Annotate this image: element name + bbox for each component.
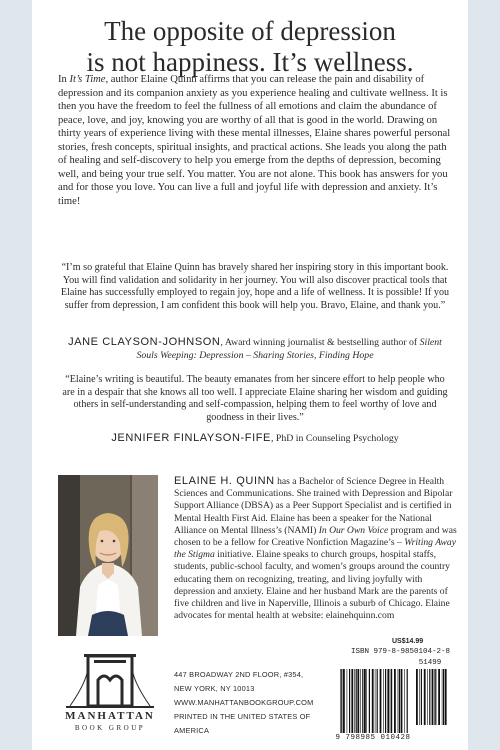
publisher-address [174, 668, 344, 738]
address-line-2: NEW YORK, NY 10013 [174, 684, 255, 693]
intro-text: , author Elaine Quinn affirms that you can release the pain and disability of depression and its companion anxiety as you experience healing and cultivate wellness. It is then you have the freedom to feel the fullness of all emotions and claim the abundance of peace, love, and joy, knowing you are worthy of all that is good in the world. Drawing on thirty years of experience living with these mental illnesses, Elaine shares powerful personal stories, fresh concepts, spiritual insights, and practical actions. She leads you along the path of healing and self-discovery to help you emerge from the depths of depression, becoming well, and being your true self. You matter. You are not alone. This book has answers for you and for those you love. You can live a full and joyful life with depression and anxiety. It’s time! [58, 74, 451, 207]
headline-line-2: is not happiness. It’s wellness. [86, 47, 414, 77]
publisher-logo [60, 652, 160, 742]
bio-initiative-title: Writing Away the Stigma [174, 537, 456, 561]
isbn-barcode [332, 645, 450, 743]
author-bio [174, 475, 458, 622]
isbn-number: ISBN 979-8-9850104-2-8 [350, 648, 450, 656]
endorsement-attribution-2 [60, 432, 450, 446]
barcode-bars [332, 645, 450, 743]
endorser-name-2: JENNIFER FINLAYSON-FIFE [111, 432, 271, 444]
author-name: ELAINE H. QUINN [174, 475, 275, 487]
publisher-website: WWW.MANHATTANBOOKGROUP.COM [174, 698, 314, 707]
intro-prefix: In [58, 74, 70, 85]
printed-in: PRINTED IN THE UNITED STATES OF AMERICA [174, 712, 311, 735]
publisher-logo-subname: BOOK GROUP [74, 724, 146, 732]
headline-line-1: The opposite of depression [104, 16, 396, 46]
endorser-book-title-1: Silent Souls Weeping: Depression – Sharing Stories, Finding Hope [136, 337, 442, 361]
price-label: US$14.99 [392, 638, 424, 645]
bio-program-title: In Our Own Voice [318, 524, 389, 536]
endorsement-attribution-1 [60, 336, 450, 362]
endorser-name-1: JANE CLAYSON-JOHNSON [68, 336, 221, 348]
author-photo [58, 475, 158, 636]
endorsement-quote-2: “Elaine’s writing is beautiful. The beauty emanates from her sincere effort to help people who are in a despair that she knows all too well. I appreciate Elaine sharing her wisdom and guiding others in self-understanding and self-compassion, helping them to feel worthy of love and goodness in their lives.” [62, 374, 448, 424]
address-line-1: 447 BROADWAY 2ND FLOOR, #354, [174, 670, 304, 679]
bridge-icon [60, 652, 160, 710]
publisher-logo-name: MANHATTAN [65, 710, 155, 722]
bio-text-2: program and was chosen to be a fellow for Creative Nonfiction Magazine’s – [174, 524, 457, 549]
headline [32, 16, 468, 78]
bio-text-1: has a Bachelor of Science Degree in Health Sciences and Communications. She trained with Depression and Bipolar Support Alliance (DBSA) as a Peer Support Specialist and is certified in Mental Health First Aid. Elaine has been a speaker for the National Alliance on Mental Illness’s (NAMI) [174, 476, 453, 536]
intro-paragraph [58, 73, 452, 208]
endorsement-quote-1: “I’m so grateful that Elaine Quinn has bravely shared her inspiring story in this important book. You will find validation and solidarity in her journey. You will also discover practical tools that Elaine has successfully employed to regain joy, hope and a life of wellness. It is possible! If you suffer from depression, I am confident this book will help you. Bravo, Elaine, and thank you.” [60, 262, 450, 312]
endorser-credit-2: , PhD in Counseling Psychology [271, 433, 399, 444]
ean-number: 9 798985 010428 [335, 734, 411, 742]
price-addon-number: 51499 [418, 659, 442, 667]
endorser-credit-1: , Award winning journalist & bestselling author of [220, 337, 420, 348]
intro-book-title: It’s Time [69, 74, 106, 85]
bio-text-3: initiative. Elaine speaks to church groups, hospital staffs, students, public-school faculty, and women’s groups around the country educating them on recognizing, treating, and living joyfully with depression and anxiety. Elaine and her husband Mark are the parents of five children and live in Naperville, Illinois a suburb of Chicago. Elaine advocates for mental health at website: elainehquinn.com [174, 549, 450, 622]
